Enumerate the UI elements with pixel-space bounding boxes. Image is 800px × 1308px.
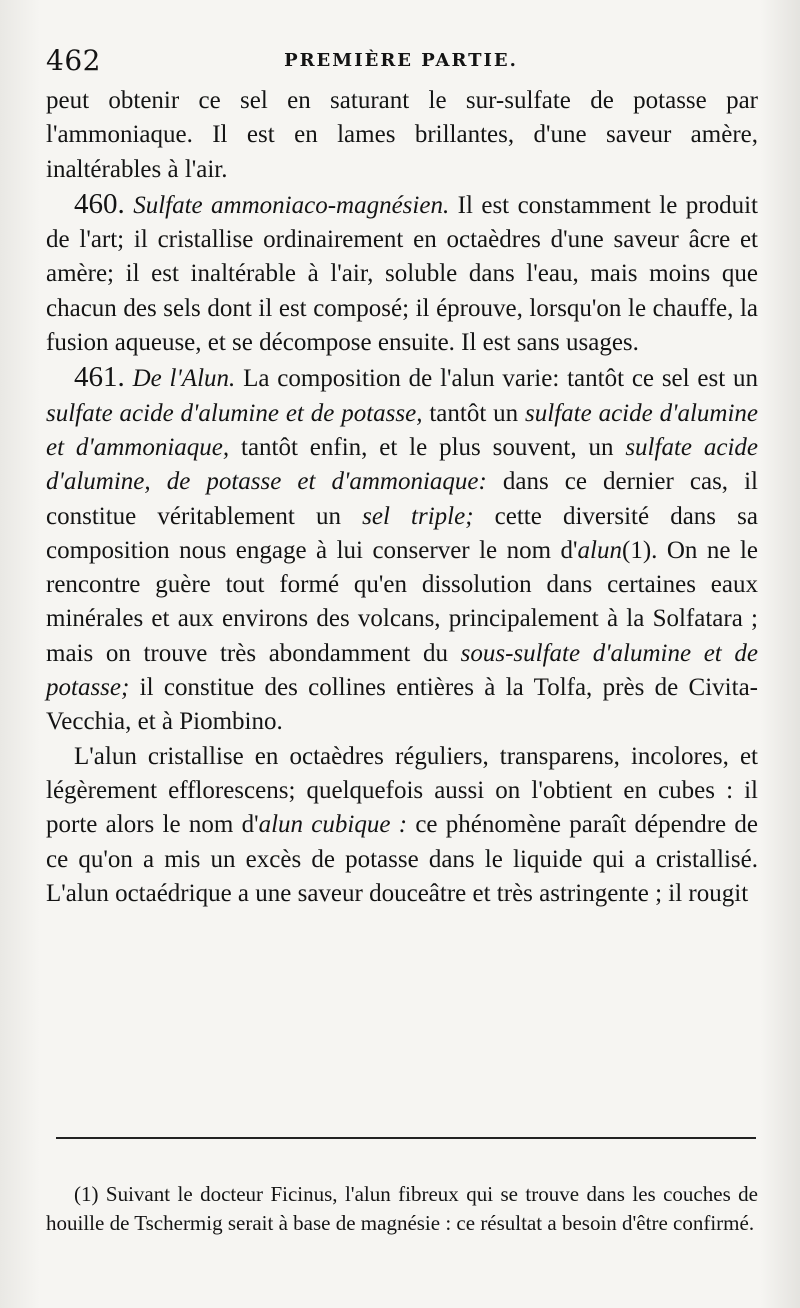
paragraph-text: (1). On ne le rencontre guère tout formé qu'en dissolution dans certaines eaux minérales et aux environs des volcans, principalement à la Solfatara ; mais on trouve très abondamment du	[46, 536, 759, 667]
running-head: PREMIÈRE PARTIE.	[284, 50, 518, 71]
footnote-rule	[56, 1137, 756, 1139]
paragraph-text: cette diversité dans sa composition nous engage à lui conserver le nom d'	[46, 502, 759, 564]
section-number: 461.	[74, 361, 125, 394]
italic-term: alun cubique :	[258, 811, 408, 839]
italic-term: sous-sulfate d'alumine et de potasse;	[46, 639, 758, 702]
paragraph-text: dans ce dernier cas, il constitue véritablement un	[46, 468, 758, 530]
italic-term: sulfate acide d'alumine, de potasse et d'ammoniaque:	[46, 433, 758, 496]
italic-term: sulfate acide d'alumine et d'ammoniaque,	[46, 399, 758, 461]
paragraph-text: L'alun cristallise en octaèdres réguliers, transparens, incolores, et légèrement efflorescens; quelquefois aussi on l'obtient en cubes : il porte alors le nom d'	[46, 742, 758, 839]
paragraph-text: Il est constamment le produit de l'art; il cristallise ordinairement en octaèdres d'une saveur âcre et amère; il est inaltérable à l'air, soluble dans l'eau, mais moins que chacun des sels dont il est composé; il éprouve, lorsqu'on le chauffe, la fusion aqueuse, et se décompose ensuite. Il est sans usages.	[46, 191, 758, 357]
section-number: 460.	[74, 187, 125, 220]
page-header	[46, 44, 756, 78]
paragraph-461	[46, 360, 758, 739]
section-title: Sulfate ammoniaco-magnésien.	[133, 191, 450, 219]
paragraph-460	[46, 187, 758, 360]
paragraph-text: peut obtenir ce sel en saturant le sur-sulfate de potasse par l'ammoniaque. Il est en lames brillantes, d'une saveur amère, inaltérables à l'air.	[46, 87, 758, 183]
section-title: De l'Alun.	[132, 365, 236, 393]
italic-term: alun	[577, 536, 622, 564]
paragraph-alun-crystals	[46, 740, 758, 911]
paragraph-text: tantôt enfin, et le plus souvent, un	[229, 433, 626, 461]
paragraph-continuation	[46, 84, 758, 187]
italic-term: sel triple;	[362, 502, 474, 530]
footnote	[46, 1180, 758, 1238]
page-number: 462	[46, 44, 101, 77]
body-text	[46, 84, 758, 911]
italic-term: sulfate acide d'alumine et de potasse,	[46, 399, 423, 427]
paragraph-text: La composition de l'alun varie: tantôt ce sel est un	[235, 365, 758, 393]
paragraph-text: tantôt un	[422, 399, 526, 427]
paragraph-text: il constitue des collines entières à la Tolfa, près de Civita-Vecchia, et à Piombino.	[46, 674, 758, 736]
paragraph-text: ce phénomène paraît dépendre de ce qu'on a mis un excès de potasse dans le liquide qui a cristallisé. L'alun octaédrique a une saveur douceâtre et très astringente ; il rougit	[46, 811, 758, 907]
footnote-text: (1) Suivant le docteur Ficinus, l'alun fibreux qui se trouve dans les couches de houille de Tschermig serait à base de magnésie : ce résultat a besoin d'être confirmé.	[46, 1182, 758, 1235]
